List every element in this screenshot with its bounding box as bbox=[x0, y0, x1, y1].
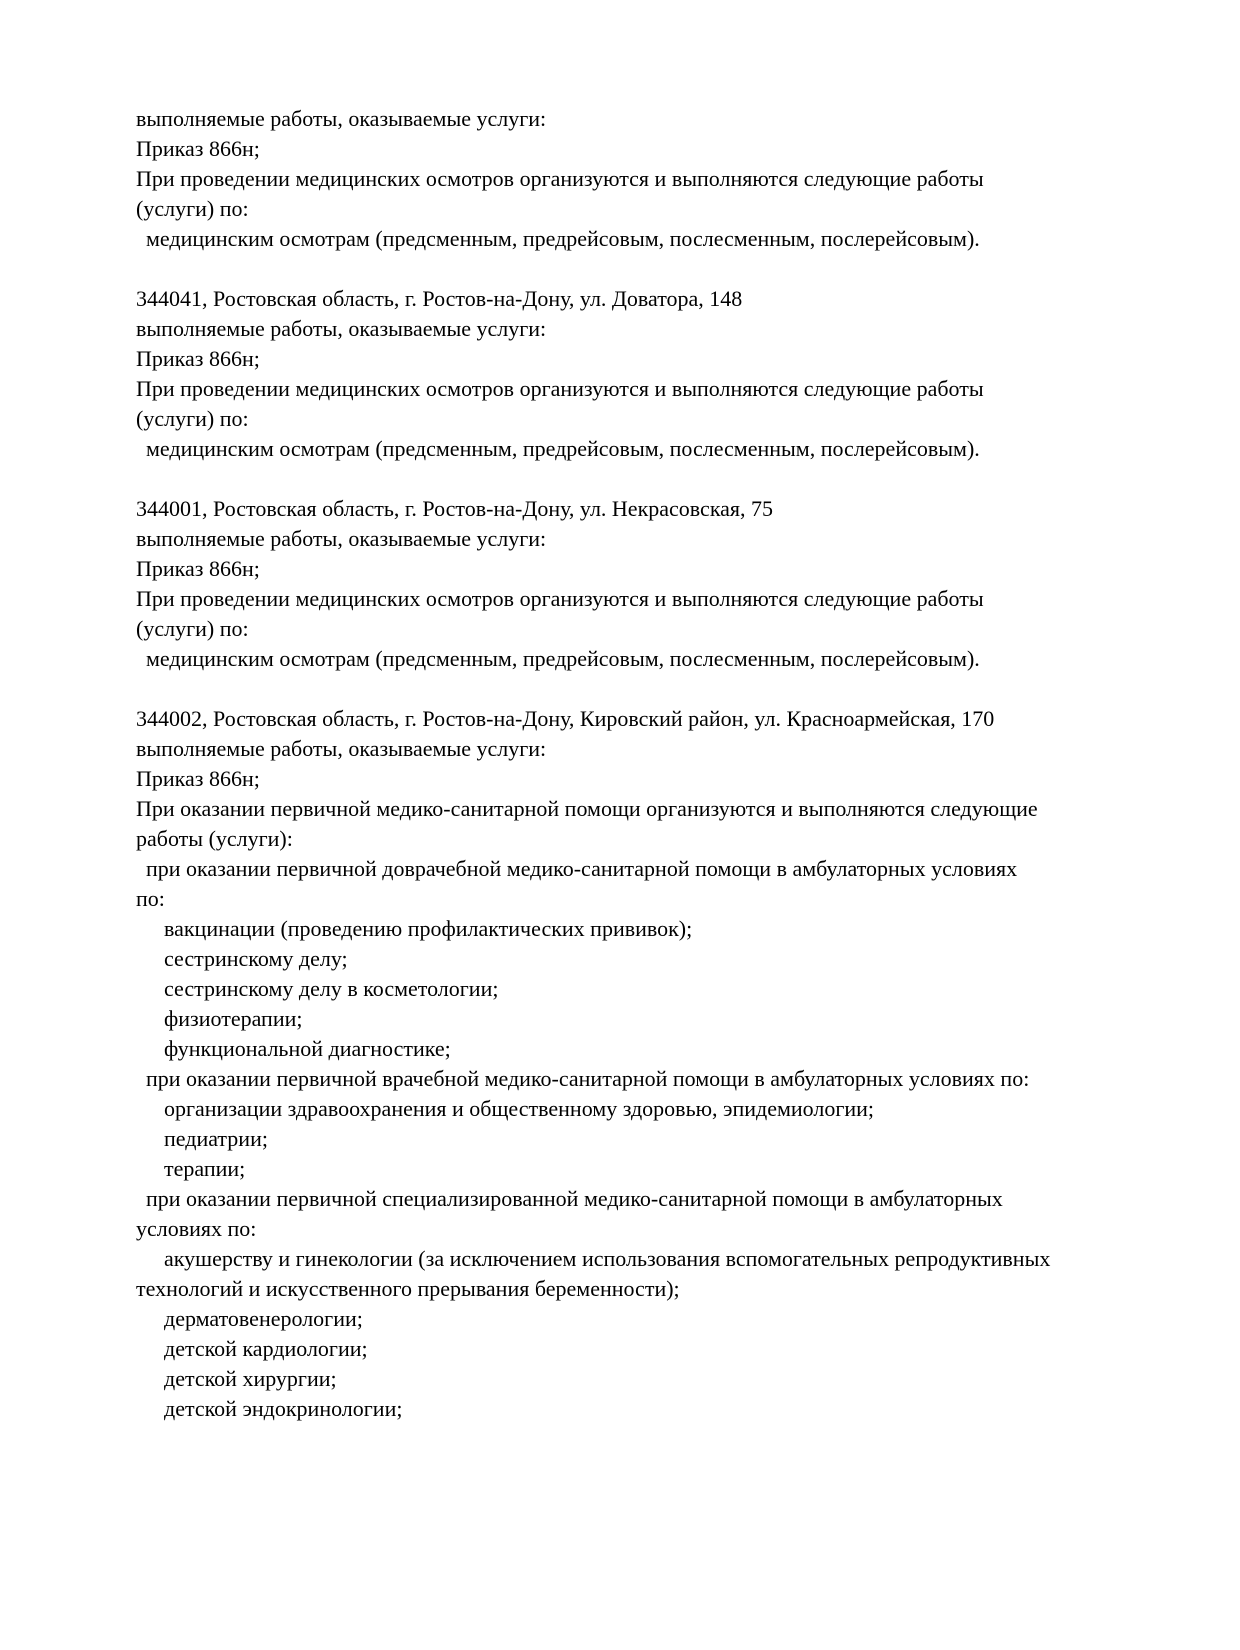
text-line: (услуги) по: bbox=[136, 196, 249, 221]
text-line: педиатрии; bbox=[164, 1126, 268, 1151]
text-line: Приказ 866н; bbox=[136, 556, 260, 581]
text-line: организации здравоохранения и общественному здоровью, эпидемиологии; bbox=[164, 1096, 875, 1121]
text-line: выполняемые работы, оказываемые услуги: bbox=[136, 106, 547, 131]
text-line: выполняемые работы, оказываемые услуги: bbox=[136, 736, 547, 761]
text-line: Приказ 866н; bbox=[136, 766, 260, 791]
text-line: по: bbox=[136, 886, 165, 911]
text-line: выполняемые работы, оказываемые услуги: bbox=[136, 526, 547, 551]
text-line: условиях по: bbox=[136, 1216, 257, 1241]
text-line: работы (услуги): bbox=[136, 826, 293, 851]
text-line: При оказании первичной медико-санитарной помощи организуются и выполняются следующие bbox=[136, 796, 1038, 821]
text-line: детской кардиологии; bbox=[164, 1336, 368, 1361]
text-line: акушерству и гинекологии (за исключением использования вспомогательных репродуктивных bbox=[164, 1246, 1051, 1271]
text-line: сестринскому делу; bbox=[164, 946, 348, 971]
text-line: выполняемые работы, оказываемые услуги: bbox=[136, 316, 547, 341]
text-line: физиотерапии; bbox=[164, 1006, 303, 1031]
text-line: Приказ 866н; bbox=[136, 136, 260, 161]
text-line: при оказании первичной специализированной медико-санитарной помощи в амбулаторных bbox=[146, 1186, 1003, 1211]
text-line: технологий и искусственного прерывания беременности); bbox=[136, 1276, 680, 1301]
text-line: при оказании первичной врачебной медико-санитарной помощи в амбулаторных условиях по: bbox=[146, 1066, 1030, 1091]
text-line: функциональной диагностике; bbox=[164, 1036, 451, 1061]
block-spacer bbox=[136, 254, 1174, 284]
text-line: (услуги) по: bbox=[136, 616, 249, 641]
text-line: При проведении медицинских осмотров организуются и выполняются следующие работы bbox=[136, 586, 984, 611]
block-spacer bbox=[136, 464, 1174, 494]
text-line: сестринскому делу в косметологии; bbox=[164, 976, 499, 1001]
text-line: дерматовенерологии; bbox=[164, 1306, 363, 1331]
text-line: медицинским осмотрам (предсменным, предрейсовым, послесменным, послерейсовым). bbox=[146, 646, 980, 671]
text-line: вакцинации (проведению профилактических прививок); bbox=[164, 916, 693, 941]
text-line: При проведении медицинских осмотров организуются и выполняются следующие работы bbox=[136, 376, 984, 401]
text-line: детской эндокринологии; bbox=[164, 1396, 403, 1421]
text-line: при оказании первичной доврачебной медико-санитарной помощи в амбулаторных условиях bbox=[146, 856, 1018, 881]
text-line: (услуги) по: bbox=[136, 406, 249, 431]
address-line: 344041, Ростовская область, г. Ростов-на-Дону, ул. Доватора, 148 bbox=[136, 286, 743, 311]
text-line: Приказ 866н; bbox=[136, 346, 260, 371]
text-line: детской хирургии; bbox=[164, 1366, 337, 1391]
text-line: медицинским осмотрам (предсменным, предрейсовым, послесменным, послерейсовым). bbox=[146, 436, 980, 461]
text-line: При проведении медицинских осмотров организуются и выполняются следующие работы bbox=[136, 166, 984, 191]
address-line: 344002, Ростовская область, г. Ростов-на-Дону, Кировский район, ул. Красноармейская, 170 bbox=[136, 706, 995, 731]
text-line: медицинским осмотрам (предсменным, предрейсовым, послесменным, послерейсовым). bbox=[146, 226, 980, 251]
block-spacer bbox=[136, 674, 1174, 704]
text-line: терапии; bbox=[164, 1156, 246, 1181]
address-line: 344001, Ростовская область, г. Ростов-на-Дону, ул. Некрасовская, 75 bbox=[136, 496, 774, 521]
